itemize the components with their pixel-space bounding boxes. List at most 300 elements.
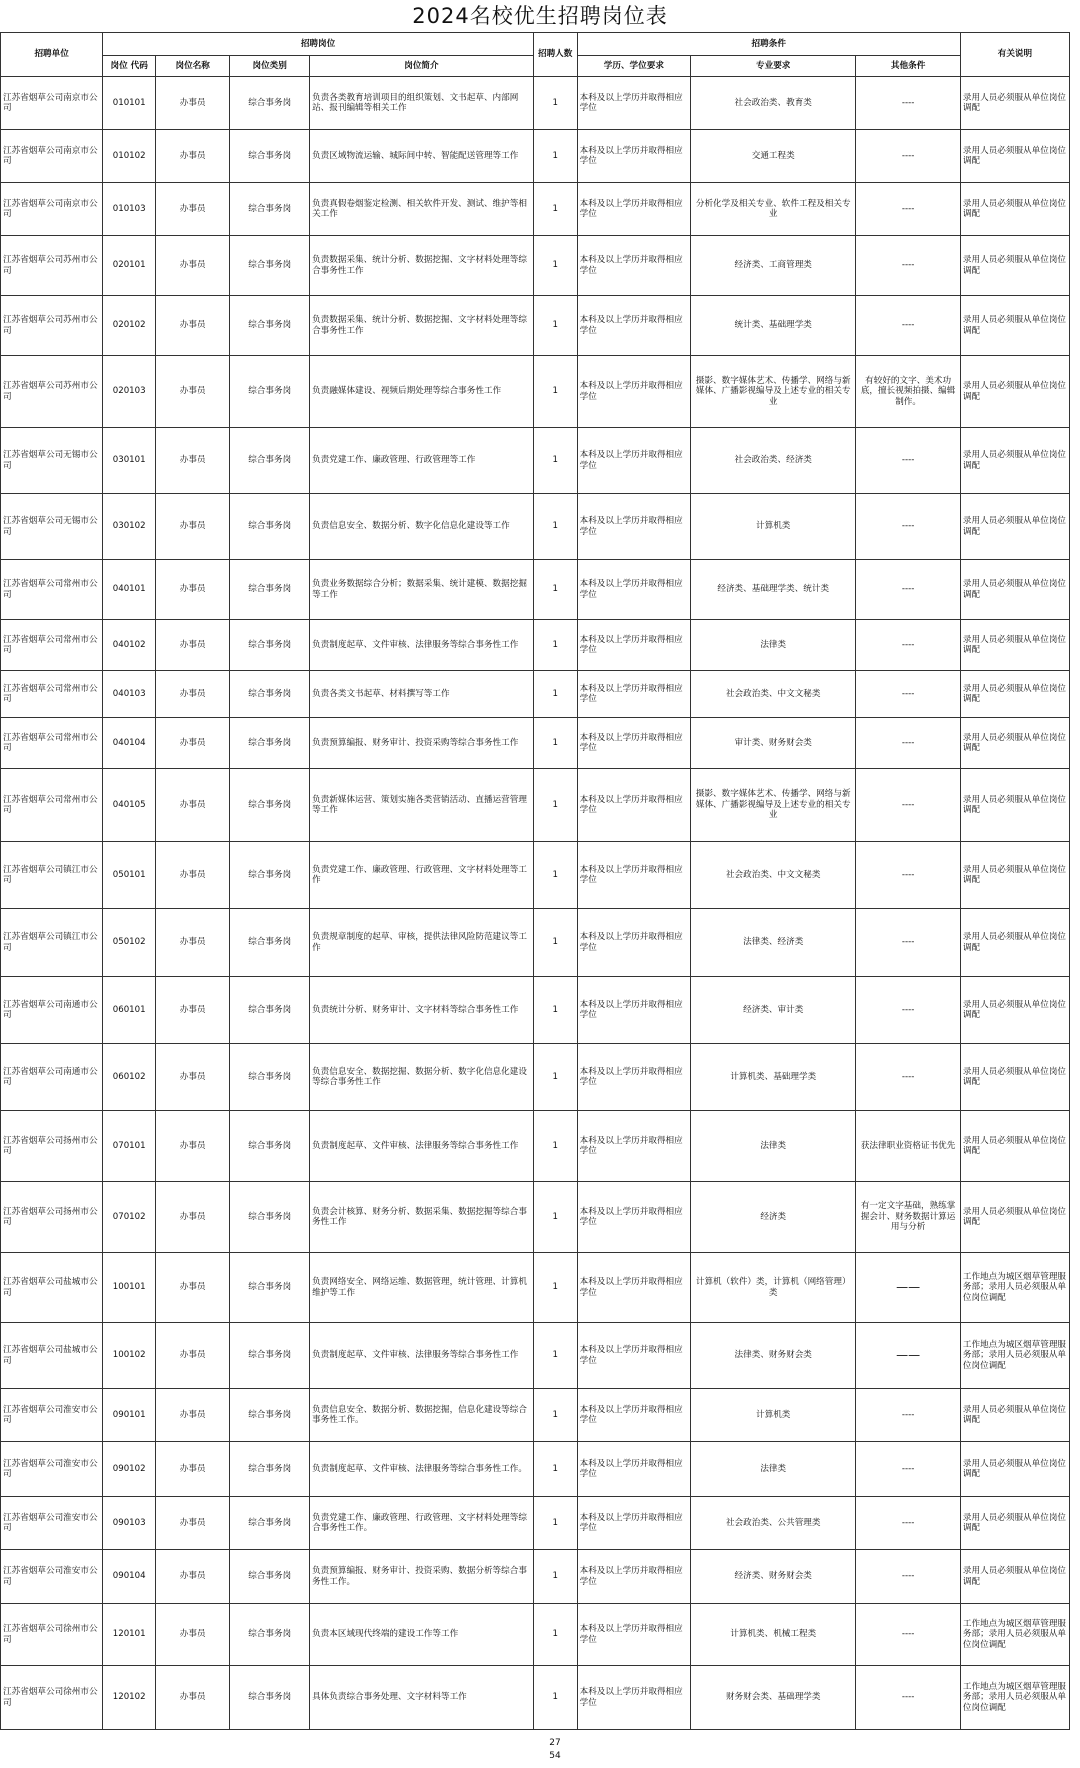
cell-count: 1 bbox=[533, 77, 577, 130]
cell-type: 综合事务岗 bbox=[230, 1497, 310, 1550]
cell-count: 1 bbox=[533, 842, 577, 909]
cell-remarks: 录用人员必须服从单位岗位调配 bbox=[960, 130, 1069, 183]
cell-education: 本科及以上学历并取得相应学位 bbox=[577, 1253, 691, 1323]
cell-major: 经济类 bbox=[691, 1182, 856, 1253]
cell-remarks: 录用人员必须服从单位岗位调配 bbox=[960, 769, 1069, 842]
cell-code: 020101 bbox=[103, 236, 156, 296]
table-row bbox=[1, 77, 1070, 130]
cell-code: 090101 bbox=[103, 1389, 156, 1442]
cell-type: 综合事务岗 bbox=[230, 77, 310, 130]
cell-desc: 负责预算编报、财务审计、投资采购、数据分析等综合事务性工作。 bbox=[310, 1550, 534, 1604]
cell-code: 120101 bbox=[103, 1604, 156, 1666]
cell-code: 090102 bbox=[103, 1442, 156, 1497]
cell-major: 审计类、财务财会类 bbox=[691, 718, 856, 769]
cell-remarks: 录用人员必须服从单位岗位调配 bbox=[960, 1044, 1069, 1111]
cell-count: 1 bbox=[533, 296, 577, 356]
table-row bbox=[1, 428, 1070, 494]
cell-type: 综合事务岗 bbox=[230, 130, 310, 183]
cell-major: 法律类 bbox=[691, 1111, 856, 1182]
cell-major: 社会政治类、中文文秘类 bbox=[691, 842, 856, 909]
cell-code: 100101 bbox=[103, 1253, 156, 1323]
cell-type: 综合事务岗 bbox=[230, 1389, 310, 1442]
cell-type: 综合事务岗 bbox=[230, 560, 310, 620]
header-remarks: 有关说明 bbox=[960, 33, 1069, 77]
cell-other: —— bbox=[856, 1323, 961, 1389]
cell-count: 1 bbox=[533, 1182, 577, 1253]
cell-desc: 负责本区域现代终端的建设工作等工作 bbox=[310, 1604, 534, 1666]
cell-major: 社会政治类、中文文秘类 bbox=[691, 671, 856, 718]
cell-name: 办事员 bbox=[156, 296, 230, 356]
recruitment-table bbox=[0, 32, 1070, 1730]
cell-unit: 江苏省烟草公司盐城市公司 bbox=[1, 1323, 103, 1389]
header-post-desc: 岗位简介 bbox=[310, 56, 534, 77]
cell-count: 1 bbox=[533, 183, 577, 236]
table-row bbox=[1, 1666, 1070, 1730]
cell-remarks: 录用人员必须服从单位岗位调配 bbox=[960, 356, 1069, 428]
cell-name: 办事员 bbox=[156, 718, 230, 769]
cell-count: 1 bbox=[533, 1666, 577, 1730]
cell-count: 1 bbox=[533, 1323, 577, 1389]
cell-other: ---- bbox=[856, 560, 961, 620]
header-post-code: 岗位 代码 bbox=[103, 56, 156, 77]
cell-code: 060101 bbox=[103, 977, 156, 1044]
cell-other: ---- bbox=[856, 718, 961, 769]
cell-other: ---- bbox=[856, 671, 961, 718]
cell-remarks: 录用人员必须服从单位岗位调配 bbox=[960, 718, 1069, 769]
cell-count: 1 bbox=[533, 1111, 577, 1182]
cell-remarks: 录用人员必须服从单位岗位调配 bbox=[960, 1550, 1069, 1604]
cell-desc: 负责预算编报、财务审计、投资采购等综合事务性工作 bbox=[310, 718, 534, 769]
cell-count: 1 bbox=[533, 620, 577, 671]
cell-type: 综合事务岗 bbox=[230, 1604, 310, 1666]
cell-count: 1 bbox=[533, 1550, 577, 1604]
cell-major: 计算机类、机械工程类 bbox=[691, 1604, 856, 1666]
cell-major: 计算机类、基础理学类 bbox=[691, 1044, 856, 1111]
cell-education: 本科及以上学历并取得相应学位 bbox=[577, 1604, 691, 1666]
cell-type: 综合事务岗 bbox=[230, 494, 310, 560]
cell-unit: 江苏省烟草公司盐城市公司 bbox=[1, 1253, 103, 1323]
cell-other: ---- bbox=[856, 494, 961, 560]
cell-other: ---- bbox=[856, 77, 961, 130]
cell-major: 法律类 bbox=[691, 1442, 856, 1497]
cell-unit: 江苏省烟草公司淮安市公司 bbox=[1, 1442, 103, 1497]
cell-other: 有一定文字基础，熟练掌握会计、财务数据计算运用与分析 bbox=[856, 1182, 961, 1253]
cell-education: 本科及以上学历并取得相应学位 bbox=[577, 1323, 691, 1389]
table-row bbox=[1, 842, 1070, 909]
table-row bbox=[1, 1389, 1070, 1442]
cell-unit: 江苏省烟草公司南通市公司 bbox=[1, 977, 103, 1044]
cell-education: 本科及以上学历并取得相应学位 bbox=[577, 356, 691, 428]
cell-major: 财务财会类、基础理学类 bbox=[691, 1666, 856, 1730]
cell-other: ---- bbox=[856, 428, 961, 494]
header-unit: 招聘单位 bbox=[1, 33, 103, 77]
cell-desc: 负责信息安全、数据挖掘、数据分析、数字化信息化建设等综合事务性工作 bbox=[310, 1044, 534, 1111]
cell-other: ---- bbox=[856, 1442, 961, 1497]
cell-other: 有较好的文字、美术功底，擅长视频拍摄、编辑制作。 bbox=[856, 356, 961, 428]
cell-type: 综合事务岗 bbox=[230, 1111, 310, 1182]
cell-remarks: 录用人员必须服从单位岗位调配 bbox=[960, 671, 1069, 718]
cell-remarks: 录用人员必须服从单位岗位调配 bbox=[960, 296, 1069, 356]
table-row bbox=[1, 1253, 1070, 1323]
cell-type: 综合事务岗 bbox=[230, 671, 310, 718]
cell-name: 办事员 bbox=[156, 130, 230, 183]
cell-count: 1 bbox=[533, 1497, 577, 1550]
cell-unit: 江苏省烟草公司镇江市公司 bbox=[1, 909, 103, 977]
cell-major: 社会政治类、教育类 bbox=[691, 77, 856, 130]
cell-desc: 负责制度起草、文件审核、法律服务等综合事务性工作 bbox=[310, 620, 534, 671]
cell-name: 办事员 bbox=[156, 620, 230, 671]
cell-education: 本科及以上学历并取得相应学位 bbox=[577, 428, 691, 494]
cell-major: 计算机（软件）类，计算机（网络管理）类 bbox=[691, 1253, 856, 1323]
cell-count: 1 bbox=[533, 909, 577, 977]
cell-name: 办事员 bbox=[156, 1111, 230, 1182]
table-row bbox=[1, 560, 1070, 620]
cell-desc: 负责信息安全、数据分析、数据挖掘，信息化建设等综合事务性工作。 bbox=[310, 1389, 534, 1442]
cell-education: 本科及以上学历并取得相应学位 bbox=[577, 494, 691, 560]
cell-education: 本科及以上学历并取得相应学位 bbox=[577, 671, 691, 718]
cell-desc: 负责党建工作、廉政管理、行政管理等工作 bbox=[310, 428, 534, 494]
cell-code: 040103 bbox=[103, 671, 156, 718]
cell-education: 本科及以上学历并取得相应学位 bbox=[577, 769, 691, 842]
cell-major: 社会政治类、公共管理类 bbox=[691, 1497, 856, 1550]
cell-education: 本科及以上学历并取得相应学位 bbox=[577, 1389, 691, 1442]
cell-remarks: 工作地点为城区烟草管理服务部；录用人员必须服从单位岗位调配 bbox=[960, 1666, 1069, 1730]
cell-remarks: 录用人员必须服从单位岗位调配 bbox=[960, 494, 1069, 560]
cell-name: 办事员 bbox=[156, 356, 230, 428]
cell-code: 030102 bbox=[103, 494, 156, 560]
cell-unit: 江苏省烟草公司南京市公司 bbox=[1, 183, 103, 236]
cell-name: 办事员 bbox=[156, 236, 230, 296]
table-row bbox=[1, 769, 1070, 842]
cell-remarks: 工作地点为城区烟草管理服务部；录用人员必须服从单位岗位调配 bbox=[960, 1604, 1069, 1666]
cell-name: 办事员 bbox=[156, 1442, 230, 1497]
cell-desc: 负责区域物流运输、城际间中转、智能配送管理等工作 bbox=[310, 130, 534, 183]
header-major: 专业要求 bbox=[691, 56, 856, 77]
cell-code: 010103 bbox=[103, 183, 156, 236]
cell-code: 020102 bbox=[103, 296, 156, 356]
cell-code: 010101 bbox=[103, 77, 156, 130]
cell-code: 090104 bbox=[103, 1550, 156, 1604]
cell-major: 经济类、财务财会类 bbox=[691, 1550, 856, 1604]
cell-count: 1 bbox=[533, 130, 577, 183]
cell-major: 计算机类 bbox=[691, 1389, 856, 1442]
cell-other: ---- bbox=[856, 130, 961, 183]
header-post-group: 招聘岗位 bbox=[103, 33, 533, 56]
cell-unit: 江苏省烟草公司镇江市公司 bbox=[1, 842, 103, 909]
cell-name: 办事员 bbox=[156, 1550, 230, 1604]
cell-name: 办事员 bbox=[156, 1604, 230, 1666]
cell-unit: 江苏省烟草公司淮安市公司 bbox=[1, 1497, 103, 1550]
header-conditions-group: 招聘条件 bbox=[577, 33, 960, 56]
cell-name: 办事员 bbox=[156, 1497, 230, 1550]
cell-education: 本科及以上学历并取得相应学位 bbox=[577, 1442, 691, 1497]
cell-other: —— bbox=[856, 1253, 961, 1323]
cell-count: 1 bbox=[533, 1604, 577, 1666]
cell-other: ---- bbox=[856, 1389, 961, 1442]
table-row bbox=[1, 1044, 1070, 1111]
cell-education: 本科及以上学历并取得相应学位 bbox=[577, 909, 691, 977]
cell-type: 综合事务岗 bbox=[230, 1666, 310, 1730]
table-row bbox=[1, 1442, 1070, 1497]
cell-other: ---- bbox=[856, 296, 961, 356]
cell-desc: 负责网络安全、网络运维、数据管理，统计管理、计算机维护等工作 bbox=[310, 1253, 534, 1323]
cell-other: 获法律职业资格证书优先 bbox=[856, 1111, 961, 1182]
cell-education: 本科及以上学历并取得相应学位 bbox=[577, 130, 691, 183]
cell-education: 本科及以上学历并取得相应学位 bbox=[577, 1666, 691, 1730]
cell-major: 分析化学及相关专业、软件工程及相关专业 bbox=[691, 183, 856, 236]
cell-major: 交通工程类 bbox=[691, 130, 856, 183]
cell-major: 摄影、数字媒体艺术、传播学、网络与新媒体、广播影视编导及上述专业的相关专业 bbox=[691, 769, 856, 842]
cell-code: 120102 bbox=[103, 1666, 156, 1730]
cell-desc: 负责制度起草、文件审核、法律服务等综合事务性工作 bbox=[310, 1111, 534, 1182]
table-row bbox=[1, 977, 1070, 1044]
cell-remarks: 录用人员必须服从单位岗位调配 bbox=[960, 1111, 1069, 1182]
cell-type: 综合事务岗 bbox=[230, 620, 310, 671]
cell-type: 综合事务岗 bbox=[230, 356, 310, 428]
cell-type: 综合事务岗 bbox=[230, 296, 310, 356]
cell-unit: 江苏省烟草公司南通市公司 bbox=[1, 1044, 103, 1111]
cell-major: 摄影、数字媒体艺术、传播学、网络与新媒体、广播影视编导及上述专业的相关专业 bbox=[691, 356, 856, 428]
header-education: 学历、学位要求 bbox=[577, 56, 691, 77]
cell-unit: 江苏省烟草公司徐州市公司 bbox=[1, 1666, 103, 1730]
cell-other: ---- bbox=[856, 977, 961, 1044]
cell-type: 综合事务岗 bbox=[230, 1182, 310, 1253]
table-row bbox=[1, 1182, 1070, 1253]
cell-desc: 负责数据采集、统计分析、数据挖掘、文字材料处理等综合事务性工作 bbox=[310, 296, 534, 356]
cell-unit: 江苏省烟草公司徐州市公司 bbox=[1, 1604, 103, 1666]
cell-other: ---- bbox=[856, 1550, 961, 1604]
cell-remarks: 录用人员必须服从单位岗位调配 bbox=[960, 77, 1069, 130]
cell-type: 综合事务岗 bbox=[230, 909, 310, 977]
table-row bbox=[1, 1604, 1070, 1666]
cell-count: 1 bbox=[533, 560, 577, 620]
cell-desc: 负责会计核算、财务分析、数据采集、数据挖掘等综合事务性工作 bbox=[310, 1182, 534, 1253]
cell-desc: 负责统计分析、财务审计、文字材料等综合事务性工作 bbox=[310, 977, 534, 1044]
cell-unit: 江苏省烟草公司苏州市公司 bbox=[1, 296, 103, 356]
cell-other: ---- bbox=[856, 769, 961, 842]
cell-other: ---- bbox=[856, 1497, 961, 1550]
cell-education: 本科及以上学历并取得相应学位 bbox=[577, 1550, 691, 1604]
cell-type: 综合事务岗 bbox=[230, 183, 310, 236]
cell-type: 综合事务岗 bbox=[230, 236, 310, 296]
cell-count: 1 bbox=[533, 428, 577, 494]
cell-major: 社会政治类、经济类 bbox=[691, 428, 856, 494]
cell-desc: 负责规章制度的起草、审核，提供法律风险防范建议等工作 bbox=[310, 909, 534, 977]
cell-name: 办事员 bbox=[156, 77, 230, 130]
cell-type: 综合事务岗 bbox=[230, 428, 310, 494]
cell-count: 1 bbox=[533, 494, 577, 560]
cell-code: 040105 bbox=[103, 769, 156, 842]
cell-code: 040104 bbox=[103, 718, 156, 769]
cell-type: 综合事务岗 bbox=[230, 769, 310, 842]
cell-unit: 江苏省烟草公司苏州市公司 bbox=[1, 356, 103, 428]
cell-type: 综合事务岗 bbox=[230, 1253, 310, 1323]
cell-education: 本科及以上学历并取得相应学位 bbox=[577, 842, 691, 909]
table-row bbox=[1, 620, 1070, 671]
cell-type: 综合事务岗 bbox=[230, 1550, 310, 1604]
cell-remarks: 录用人员必须服从单位岗位调配 bbox=[960, 1442, 1069, 1497]
cell-desc: 负责党建工作、廉政管理、行政管理、文字材料处理等综合事务性工作。 bbox=[310, 1497, 534, 1550]
table-row bbox=[1, 130, 1070, 183]
cell-count: 1 bbox=[533, 1253, 577, 1323]
header-post-name: 岗位名称 bbox=[156, 56, 230, 77]
cell-other: ---- bbox=[856, 1604, 961, 1666]
cell-name: 办事员 bbox=[156, 842, 230, 909]
cell-desc: 负责数据采集、统计分析、数据挖掘、文字材料处理等综合事务性工作 bbox=[310, 236, 534, 296]
cell-remarks: 录用人员必须服从单位岗位调配 bbox=[960, 183, 1069, 236]
cell-desc: 负责制度起草、文件审核、法律服务等综合事务性工作。 bbox=[310, 1442, 534, 1497]
cell-unit: 江苏省烟草公司常州市公司 bbox=[1, 671, 103, 718]
cell-count: 1 bbox=[533, 671, 577, 718]
table-row bbox=[1, 494, 1070, 560]
table-body bbox=[1, 77, 1070, 1730]
cell-type: 综合事务岗 bbox=[230, 842, 310, 909]
cell-education: 本科及以上学历并取得相应学位 bbox=[577, 1182, 691, 1253]
cell-other: ---- bbox=[856, 620, 961, 671]
cell-name: 办事员 bbox=[156, 1389, 230, 1442]
cell-name: 办事员 bbox=[156, 1253, 230, 1323]
cell-major: 计算机类 bbox=[691, 494, 856, 560]
cell-count: 1 bbox=[533, 356, 577, 428]
cell-count: 1 bbox=[533, 977, 577, 1044]
cell-code: 050102 bbox=[103, 909, 156, 977]
cell-remarks: 录用人员必须服从单位岗位调配 bbox=[960, 1182, 1069, 1253]
cell-code: 090103 bbox=[103, 1497, 156, 1550]
cell-unit: 江苏省烟草公司常州市公司 bbox=[1, 769, 103, 842]
cell-desc: 具体负责综合事务处理、文字材料等工作 bbox=[310, 1666, 534, 1730]
cell-name: 办事员 bbox=[156, 909, 230, 977]
header-post-type: 岗位类别 bbox=[230, 56, 310, 77]
cell-desc: 负责各类教育培训项目的组织策划、文书起草、内部网站、报刊编辑等相关工作 bbox=[310, 77, 534, 130]
header-count: 招聘人数 bbox=[533, 33, 577, 77]
table-row bbox=[1, 296, 1070, 356]
table-row bbox=[1, 909, 1070, 977]
table-row bbox=[1, 1111, 1070, 1182]
cell-type: 综合事务岗 bbox=[230, 1044, 310, 1111]
cell-major: 经济类、工商管理类 bbox=[691, 236, 856, 296]
cell-desc: 负责新媒体运营、策划实施各类营销活动、直播运营管理等工作 bbox=[310, 769, 534, 842]
cell-education: 本科及以上学历并取得相应学位 bbox=[577, 977, 691, 1044]
cell-code: 040101 bbox=[103, 560, 156, 620]
cell-major: 法律类、财务财会类 bbox=[691, 1323, 856, 1389]
table-row bbox=[1, 718, 1070, 769]
cell-count: 1 bbox=[533, 1389, 577, 1442]
cell-unit: 江苏省烟草公司无锡市公司 bbox=[1, 494, 103, 560]
cell-education: 本科及以上学历并取得相应学位 bbox=[577, 296, 691, 356]
cell-code: 030101 bbox=[103, 428, 156, 494]
cell-unit: 江苏省烟草公司常州市公司 bbox=[1, 620, 103, 671]
cell-count: 1 bbox=[533, 236, 577, 296]
cell-name: 办事员 bbox=[156, 671, 230, 718]
cell-education: 本科及以上学历并取得相应学位 bbox=[577, 560, 691, 620]
cell-desc: 负责党建工作、廉政管理、行政管理、文字材料处理等工作 bbox=[310, 842, 534, 909]
cell-count: 1 bbox=[533, 718, 577, 769]
cell-remarks: 录用人员必须服从单位岗位调配 bbox=[960, 236, 1069, 296]
cell-count: 1 bbox=[533, 1044, 577, 1111]
cell-desc: 负责各类文书起草、材料撰写等工作 bbox=[310, 671, 534, 718]
cell-other: ---- bbox=[856, 1044, 961, 1111]
cell-desc: 负责业务数据综合分析；数据采集、统计建模、数据挖掘等工作 bbox=[310, 560, 534, 620]
cell-code: 050101 bbox=[103, 842, 156, 909]
page-total: 54 bbox=[549, 1751, 561, 1761]
cell-unit: 江苏省烟草公司扬州市公司 bbox=[1, 1182, 103, 1253]
cell-education: 本科及以上学历并取得相应学位 bbox=[577, 183, 691, 236]
cell-count: 1 bbox=[533, 1442, 577, 1497]
cell-other: ---- bbox=[856, 909, 961, 977]
table-row bbox=[1, 1550, 1070, 1604]
cell-name: 办事员 bbox=[156, 1666, 230, 1730]
cell-major: 法律类 bbox=[691, 620, 856, 671]
cell-code: 020103 bbox=[103, 356, 156, 428]
cell-desc: 负责信息安全、数据分析、数字化信息化建设等工作 bbox=[310, 494, 534, 560]
cell-unit: 江苏省烟草公司南京市公司 bbox=[1, 77, 103, 130]
cell-remarks: 录用人员必须服从单位岗位调配 bbox=[960, 1389, 1069, 1442]
table-row bbox=[1, 356, 1070, 428]
table-row bbox=[1, 183, 1070, 236]
cell-unit: 江苏省烟草公司扬州市公司 bbox=[1, 1111, 103, 1182]
cell-remarks: 工作地点为城区烟草管理服务部；录用人员必须服从单位岗位调配 bbox=[960, 1253, 1069, 1323]
cell-unit: 江苏省烟草公司常州市公司 bbox=[1, 718, 103, 769]
cell-unit: 江苏省烟草公司常州市公司 bbox=[1, 560, 103, 620]
table-row bbox=[1, 1323, 1070, 1389]
cell-education: 本科及以上学历并取得相应学位 bbox=[577, 620, 691, 671]
cell-education: 本科及以上学历并取得相应学位 bbox=[577, 1044, 691, 1111]
page-title: 2024名校优生招聘岗位表 bbox=[412, 4, 668, 28]
cell-name: 办事员 bbox=[156, 560, 230, 620]
cell-code: 040102 bbox=[103, 620, 156, 671]
cell-type: 综合事务岗 bbox=[230, 1442, 310, 1497]
cell-remarks: 录用人员必须服从单位岗位调配 bbox=[960, 909, 1069, 977]
cell-major: 法律类、经济类 bbox=[691, 909, 856, 977]
cell-name: 办事员 bbox=[156, 428, 230, 494]
cell-code: 060102 bbox=[103, 1044, 156, 1111]
cell-name: 办事员 bbox=[156, 494, 230, 560]
cell-unit: 江苏省烟草公司淮安市公司 bbox=[1, 1389, 103, 1442]
cell-code: 070101 bbox=[103, 1111, 156, 1182]
cell-desc: 负责融媒体建设、视频后期处理等综合事务性工作 bbox=[310, 356, 534, 428]
cell-education: 本科及以上学历并取得相应学位 bbox=[577, 236, 691, 296]
cell-remarks: 工作地点为城区烟草管理服务部；录用人员必须服从单位岗位调配 bbox=[960, 1323, 1069, 1389]
table-row bbox=[1, 1497, 1070, 1550]
cell-other: ---- bbox=[856, 236, 961, 296]
cell-name: 办事员 bbox=[156, 183, 230, 236]
header-other: 其他条件 bbox=[856, 56, 961, 77]
cell-unit: 江苏省烟草公司无锡市公司 bbox=[1, 428, 103, 494]
cell-type: 综合事务岗 bbox=[230, 977, 310, 1044]
table-row bbox=[1, 671, 1070, 718]
cell-name: 办事员 bbox=[156, 1182, 230, 1253]
cell-other: ---- bbox=[856, 1666, 961, 1730]
cell-major: 经济类、基础理学类、统计类 bbox=[691, 560, 856, 620]
cell-name: 办事员 bbox=[156, 1044, 230, 1111]
cell-unit: 江苏省烟草公司苏州市公司 bbox=[1, 236, 103, 296]
cell-code: 100102 bbox=[103, 1323, 156, 1389]
cell-education: 本科及以上学历并取得相应学位 bbox=[577, 77, 691, 130]
cell-other: ---- bbox=[856, 842, 961, 909]
cell-type: 综合事务岗 bbox=[230, 718, 310, 769]
cell-remarks: 录用人员必须服从单位岗位调配 bbox=[960, 428, 1069, 494]
cell-remarks: 录用人员必须服从单位岗位调配 bbox=[960, 560, 1069, 620]
cell-major: 统计类、基础理学类 bbox=[691, 296, 856, 356]
cell-count: 1 bbox=[533, 769, 577, 842]
cell-remarks: 录用人员必须服从单位岗位调配 bbox=[960, 977, 1069, 1044]
cell-name: 办事员 bbox=[156, 977, 230, 1044]
cell-desc: 负责真假卷烟鉴定检测、相关软件开发、测试、维护等相关工作 bbox=[310, 183, 534, 236]
page-number: 27 bbox=[549, 1738, 561, 1748]
table-row bbox=[1, 236, 1070, 296]
cell-major: 经济类、审计类 bbox=[691, 977, 856, 1044]
cell-remarks: 录用人员必须服从单位岗位调配 bbox=[960, 620, 1069, 671]
